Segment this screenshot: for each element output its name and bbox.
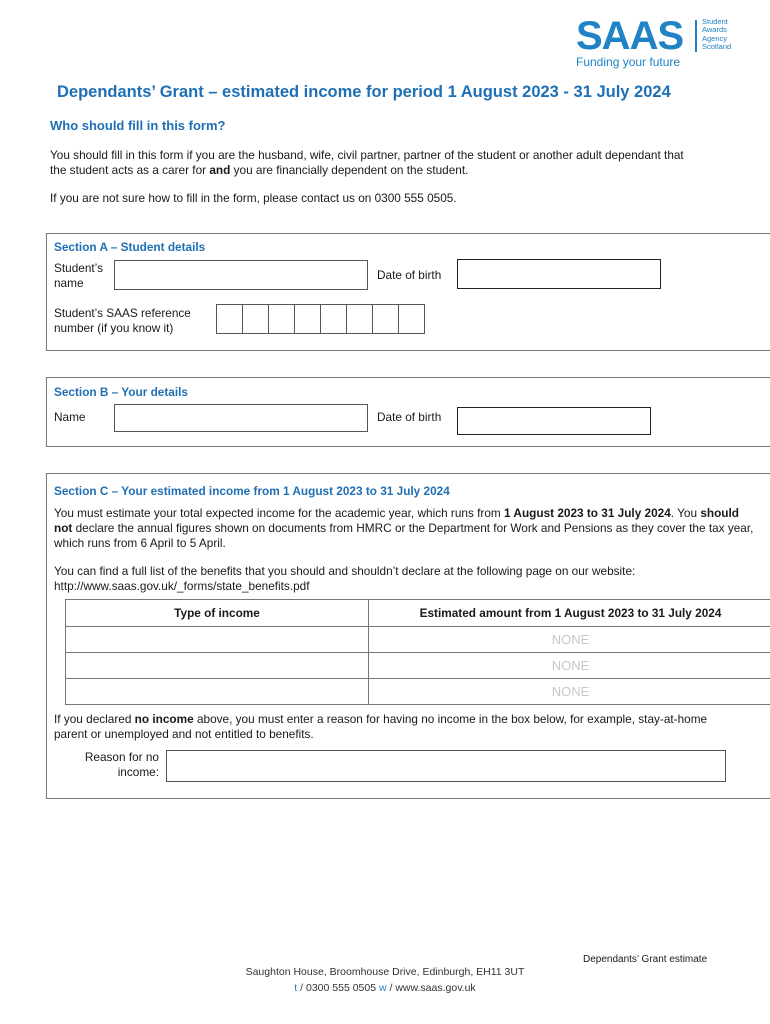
reason-label: Reason for no income: (84, 750, 159, 779)
ref-digit-box[interactable] (294, 304, 321, 334)
table-row (66, 679, 770, 705)
section-c-paragraph-3: If you declared no income above, you must enter a reason for having no income in the box below, for example, stay-at-home parent or unemployed and not entitled to benefits. (54, 712, 708, 741)
section-a (46, 233, 770, 351)
logo-divider (695, 20, 697, 52)
ref-digit-box[interactable] (216, 304, 243, 334)
who-heading: Who should fill in this form? (50, 118, 226, 133)
section-b (46, 377, 770, 447)
footer-phone: 0300 555 0505 (305, 982, 377, 994)
student-dob-input[interactable] (457, 259, 661, 289)
student-name-input[interactable] (114, 260, 368, 290)
ref-digit-box[interactable] (242, 304, 269, 334)
saas-logo (576, 16, 746, 68)
income-type-cell[interactable] (66, 627, 369, 653)
section-b-title: Section B – Your details (54, 385, 188, 399)
type-of-income-header: Type of income (66, 600, 369, 627)
your-name-label: Name (54, 410, 86, 424)
logo-wordmark: SAAS (576, 14, 684, 58)
income-amount-cell[interactable]: NONE (369, 653, 770, 679)
your-dob-input[interactable] (457, 407, 651, 435)
footer-web[interactable]: www.saas.gov.uk (395, 982, 476, 994)
footer-address: Saughton House, Broomhouse Drive, Edinburgh, EH11 3UT (245, 966, 525, 978)
income-amount-cell[interactable]: NONE (369, 627, 770, 653)
ref-digit-box[interactable] (346, 304, 373, 334)
ref-digit-box[interactable] (320, 304, 347, 334)
table-row (66, 653, 770, 679)
logo-agency-name: Student Awards Agency Scotland (702, 17, 732, 52)
income-table-header (66, 600, 770, 627)
section-a-title: Section A – Student details (54, 240, 206, 254)
income-table (65, 599, 770, 705)
estimated-amount-header: Estimated amount from 1 August 2023 to 31 July 2024 (369, 600, 770, 627)
ref-digit-box[interactable] (372, 304, 399, 334)
section-c-title: Section C – Your estimated income from 1 August 2023 to 31 July 2024 (54, 484, 450, 498)
who-paragraph-1: You should fill in this form if you are the husband, wife, civil partner, partner of the student or another adult dependant that the student acts as a carer for and you are financially dependent on the student. (50, 148, 684, 177)
phone-prefix: t (294, 982, 298, 994)
your-name-input[interactable] (114, 404, 368, 432)
ref-digit-box[interactable] (268, 304, 295, 334)
income-amount-cell[interactable]: NONE (369, 679, 770, 705)
student-name-label: Student’s name (54, 261, 103, 290)
section-c-paragraph-1: You must estimate your total expected income for the academic year, which runs from 1 August 2023 to 31 July 2024. You should not declare the annual figures shown on documents from HMRC or the Department for Work and Pensions as they cover the tax year, which runs from 6 April to 5 April. (54, 506, 754, 550)
section-c (46, 473, 770, 799)
income-type-cell[interactable] (66, 653, 369, 679)
saas-ref-label: Student’s SAAS reference number (if you know it) (54, 306, 191, 335)
logo-tagline: Funding your future (576, 55, 681, 69)
page-title: Dependants’ Grant – estimated income for period 1 August 2023 - 31 July 2024 (57, 83, 671, 101)
student-dob-label: Date of birth (377, 268, 442, 282)
section-c-paragraph-2: You can find a full list of the benefits that you should and shouldn’t declare at the following page on our website: http://www.saas.gov.uk/_forms/state_benefits.pdf (54, 564, 636, 593)
ref-digit-box[interactable] (398, 304, 425, 334)
reason-input[interactable] (166, 750, 726, 782)
footer-contact: t / 0300 555 0505 w / www.saas.gov.uk (294, 982, 476, 994)
who-paragraph-2: If you are not sure how to fill in the form, please contact us on 0300 555 0505. (50, 191, 457, 205)
income-type-cell[interactable] (66, 679, 369, 705)
saas-ref-input[interactable] (216, 304, 424, 334)
document-name: Dependants’ Grant estimate (583, 954, 708, 965)
your-dob-label: Date of birth (377, 410, 442, 424)
table-row (66, 627, 770, 653)
web-prefix: w (378, 982, 387, 994)
